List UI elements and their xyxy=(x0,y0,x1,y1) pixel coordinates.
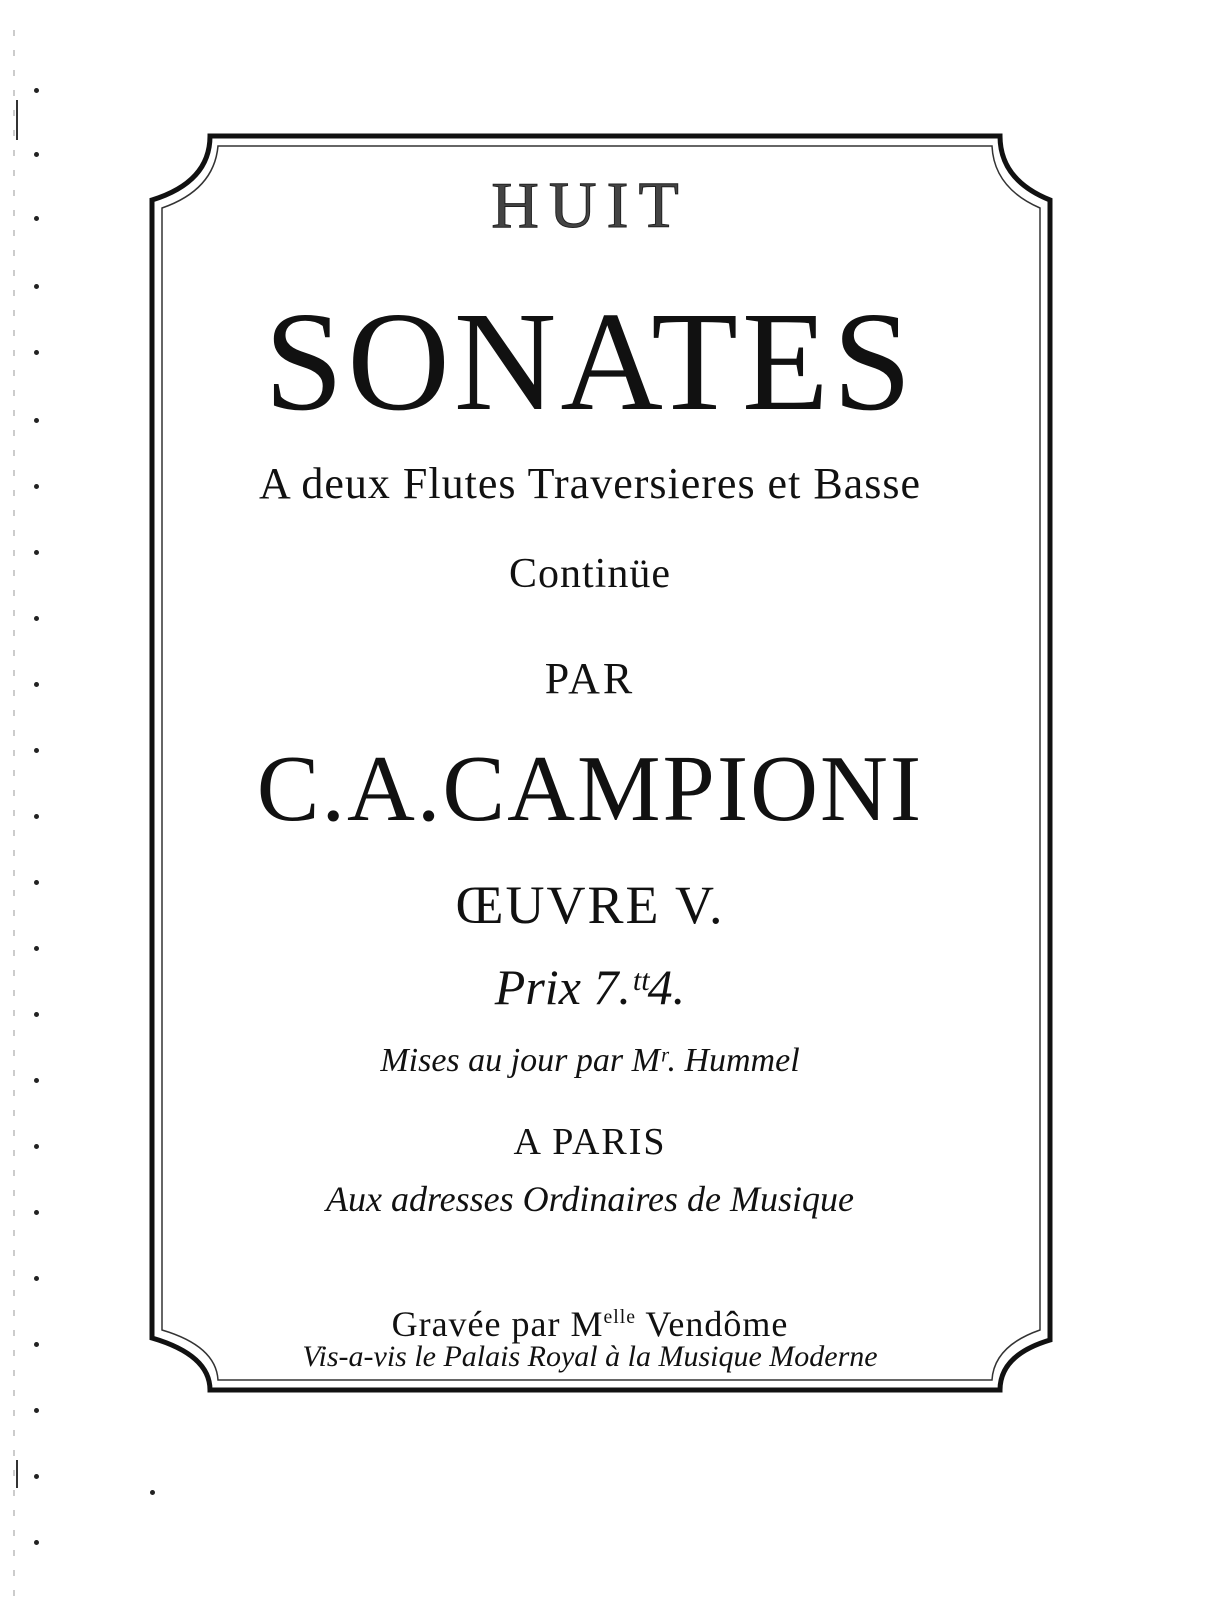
margin-mark xyxy=(34,1144,39,1149)
margin-mark xyxy=(34,880,39,885)
margin-mark xyxy=(34,88,39,93)
margin-mark xyxy=(34,1210,39,1215)
addresses-line: Aux adresses Ordinaires de Musique xyxy=(326,1179,854,1219)
stray-mark xyxy=(150,1490,155,1495)
opus-number: ŒUVRE V. xyxy=(455,875,725,935)
margin-mark xyxy=(34,216,39,221)
margin-mark xyxy=(34,682,39,687)
engraver-title-sup: elle xyxy=(603,1306,637,1328)
margin-mark xyxy=(34,814,39,819)
margin-mark xyxy=(34,1276,39,1281)
city: A PARIS xyxy=(513,1121,667,1163)
title-huit: HUIT xyxy=(491,169,689,242)
margin-mark xyxy=(34,1012,39,1017)
margin-mark xyxy=(34,748,39,753)
margin-rule xyxy=(16,1460,18,1488)
par-label: PAR xyxy=(544,654,636,703)
engraver-name: Vendôme xyxy=(636,1304,789,1344)
margin-rule xyxy=(16,100,18,140)
margin-mark xyxy=(34,284,39,289)
margin-mark xyxy=(34,946,39,951)
publisher-line: Mises au jour par Mʳ. Hummel xyxy=(380,1042,800,1079)
margin-mark xyxy=(34,418,39,423)
subtitle-instruments: A deux Flutes Traversieres et Basse xyxy=(259,459,921,508)
margin-mark xyxy=(34,616,39,621)
margin-mark xyxy=(34,1342,39,1347)
engraver-prefix: Gravée par M xyxy=(391,1304,604,1344)
title-sonates: SONATES xyxy=(264,282,916,440)
margin-mark xyxy=(34,350,39,355)
margin-mark xyxy=(34,1474,39,1479)
margin-mark xyxy=(34,1078,39,1083)
margin-mark xyxy=(34,484,39,489)
composer-name: C.A.CAMPIONI xyxy=(256,737,924,841)
margin-mark xyxy=(34,1408,39,1413)
subtitle-continuo: Continüe xyxy=(509,551,671,597)
margin-mark xyxy=(34,152,39,157)
margin-mark xyxy=(34,550,39,555)
price: Prix 7.ᵗᵗ4. xyxy=(494,959,686,1015)
engraver-line xyxy=(140,1303,1040,1345)
margin-mark xyxy=(34,1540,39,1545)
engraver-address: Vis-a-vis le Palais Royal à la Musique Moderne xyxy=(302,1340,878,1373)
